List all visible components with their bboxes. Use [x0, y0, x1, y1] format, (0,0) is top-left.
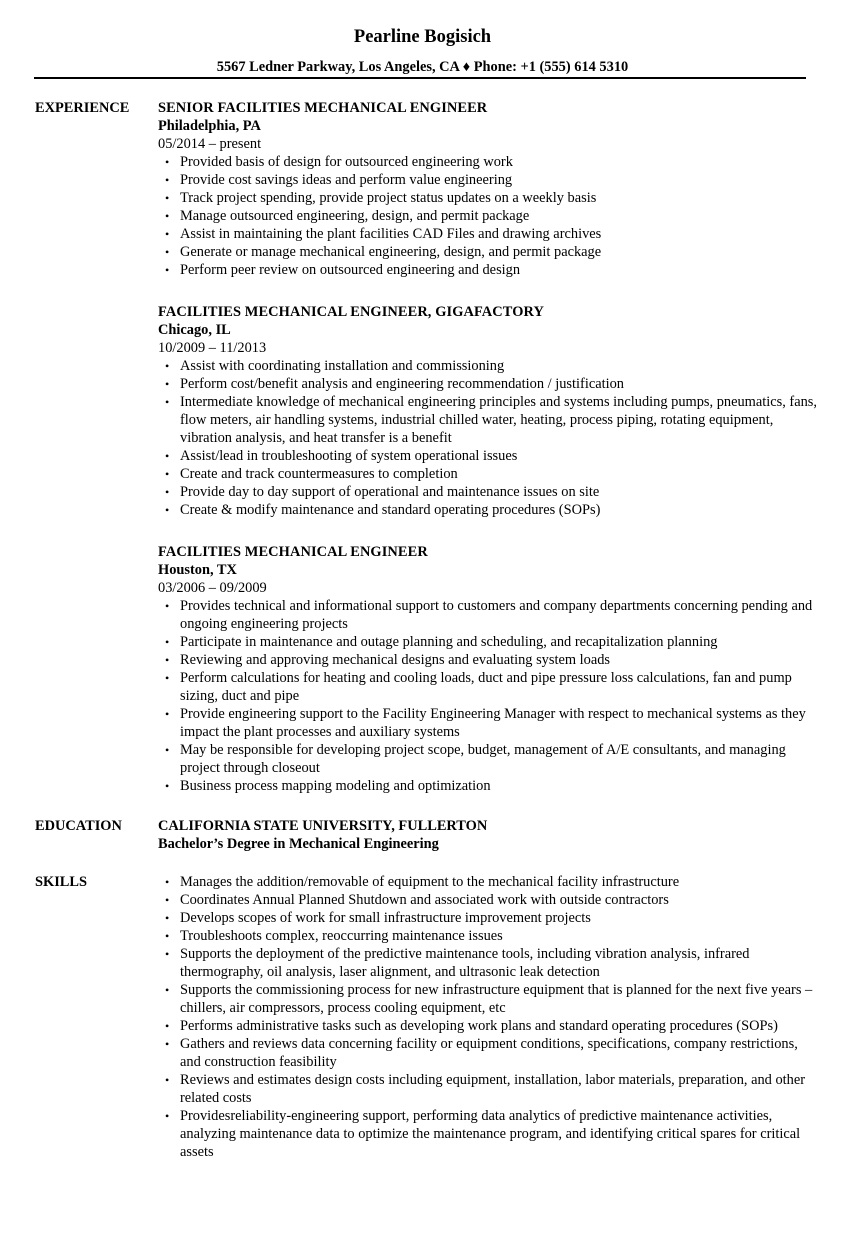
bullet-icon: • — [165, 1037, 170, 1051]
job-bullet-item — [158, 261, 818, 279]
bullet-text: Perform cost/benefit analysis and engineering recommendation / justification — [180, 376, 624, 392]
bullet-icon: • — [165, 485, 170, 499]
job-bullet-item — [158, 207, 818, 225]
bullet-text: Track project spending, provide project status updates on a weekly basis — [180, 190, 597, 206]
job-bullet-item — [158, 669, 818, 705]
skill-item — [158, 909, 818, 927]
bullet-icon: • — [165, 599, 170, 613]
job-bullet-item — [158, 741, 818, 777]
bullet-icon: • — [165, 173, 170, 187]
bullet-text: Provide engineering support to the Facility Engineering Manager with respect to mechanical systems as they impact the plant processes and auxiliary systems — [180, 706, 806, 740]
job-bullet-item — [158, 705, 818, 741]
skill-item — [158, 945, 818, 981]
job-dates: 03/2006 – 09/2009 — [158, 580, 267, 596]
bullet-text: Perform peer review on outsourced engineering and design — [180, 262, 521, 278]
bullet-icon: • — [165, 635, 170, 649]
skill-item — [158, 891, 818, 909]
job-bullet-item — [158, 465, 818, 483]
bullet-icon: • — [165, 911, 170, 925]
bullet-icon: • — [165, 395, 170, 409]
skill-text: Providesreliability-engineering support, performing data analytics of predictive maintenance activities, analyzing maintenance data to optimize the maintenance program, and identifying critical spares for critical assets — [180, 1108, 801, 1160]
bullet-text: Generate or manage mechanical engineering, design, and permit package — [180, 244, 602, 260]
job-location: Philadelphia, PA — [158, 118, 261, 134]
skill-text: Manages the addition/removable of equipment to the mechanical facility infrastructure — [180, 874, 680, 890]
job-bullet-item — [158, 393, 818, 447]
bullet-icon: • — [165, 743, 170, 757]
bullet-icon: • — [165, 983, 170, 997]
bullet-icon: • — [165, 947, 170, 961]
bullet-text: Provide day to day support of operational and maintenance issues on site — [180, 484, 600, 500]
skill-text: Gathers and reviews data concerning facility or equipment conditions, specifications, company restrictions, and construction feasibility — [180, 1036, 798, 1070]
bullet-text: Business process mapping modeling and optimization — [180, 778, 491, 794]
job-bullets — [158, 597, 818, 795]
skill-item — [158, 1035, 818, 1071]
bullet-icon: • — [165, 209, 170, 223]
job-bullet-item — [158, 501, 818, 519]
bullet-text: Manage outsourced engineering, design, and permit package — [180, 208, 530, 224]
skill-text: Troubleshoots complex, reoccurring maintenance issues — [180, 928, 503, 944]
skill-item — [158, 1107, 818, 1161]
skill-text: Supports the commissioning process for new infrastructure equipment that is planned for the next five years – chillers, air compressors, process cooling equipment, etc — [180, 982, 813, 1016]
job-entry — [158, 303, 818, 519]
skill-text: Reviews and estimates design costs including equipment, installation, labor materials, preparation, and other related costs — [180, 1072, 806, 1106]
job-bullet-item — [158, 447, 818, 465]
bullet-icon: • — [165, 779, 170, 793]
skills-list — [158, 873, 818, 1161]
experience-list — [158, 99, 818, 819]
job-bullet-item — [158, 357, 818, 375]
bullet-icon: • — [165, 449, 170, 463]
bullet-icon: • — [165, 191, 170, 205]
section-label-experience: EXPERIENCE — [35, 100, 130, 116]
job-location: Chicago, IL — [158, 322, 231, 338]
bullet-text: Create and track countermeasures to completion — [180, 466, 458, 482]
job-bullet-item — [158, 375, 818, 393]
skill-item — [158, 1017, 818, 1035]
job-bullet-item — [158, 189, 818, 207]
bullet-icon: • — [165, 467, 170, 481]
skill-text: Performs administrative tasks such as developing work plans and standard operating procedures (SOPs) — [180, 1018, 778, 1034]
bullet-text: Assist with coordinating installation and commissioning — [180, 358, 505, 374]
bullet-icon: • — [165, 653, 170, 667]
job-entry — [158, 543, 818, 795]
bullet-icon: • — [165, 1073, 170, 1087]
bullet-text: Perform calculations for heating and cooling loads, duct and pipe pressure loss calculations, fan and pump sizing, duct and pipe — [180, 670, 792, 704]
skill-text: Supports the deployment of the predictive maintenance tools, including vibration analysis, infrared thermography, oil analysis, laser alignment, and ultrasonic leak detection — [180, 946, 750, 980]
header-divider — [34, 77, 806, 79]
skills-list-container — [158, 873, 818, 1161]
bullet-icon: • — [165, 1109, 170, 1123]
bullet-icon: • — [165, 893, 170, 907]
education-entry — [158, 817, 818, 853]
skill-item — [158, 927, 818, 945]
bullet-text: May be responsible for developing project scope, budget, management of A/E consultants, and managing project through closeout — [180, 742, 786, 776]
bullet-icon: • — [165, 1019, 170, 1033]
bullet-icon: • — [165, 263, 170, 277]
job-bullets — [158, 357, 818, 519]
job-bullets — [158, 153, 818, 279]
job-title: FACILITIES MECHANICAL ENGINEER, GIGAFACTORY — [158, 304, 545, 320]
skill-item — [158, 873, 818, 891]
job-entry — [158, 99, 818, 279]
job-dates: 10/2009 – 11/2013 — [158, 340, 267, 356]
job-bullet-item — [158, 597, 818, 633]
bullet-text: Participate in maintenance and outage planning and scheduling, and recapitalization planning — [180, 634, 718, 650]
degree: Bachelor’s Degree in Mechanical Engineering — [158, 836, 439, 852]
job-bullet-item — [158, 243, 818, 261]
job-location: Houston, TX — [158, 562, 237, 578]
bullet-text: Provides technical and informational support to customers and company departments concerning pending and ongoing engineering projects — [180, 598, 813, 632]
diamond-separator-icon: ♦ — [462, 59, 471, 75]
bullet-icon: • — [165, 227, 170, 241]
skill-item — [158, 1071, 818, 1107]
job-bullet-item — [158, 633, 818, 651]
job-title: SENIOR FACILITIES MECHANICAL ENGINEER — [158, 100, 488, 116]
skill-text: Coordinates Annual Planned Shutdown and associated work with outside contractors — [180, 892, 669, 908]
bullet-text: Intermediate knowledge of mechanical engineering principles and systems including pumps, pneumatics, fans, flow meters, air handling systems, industrial chilled water, heating, process piping, rotating equipment, vibration analysis, and heat transfer is a benefit — [180, 394, 818, 446]
job-bullet-item — [158, 483, 818, 501]
bullet-icon: • — [165, 875, 170, 889]
bullet-icon: • — [165, 359, 170, 373]
bullet-icon: • — [165, 707, 170, 721]
bullet-text: Provided basis of design for outsourced engineering work — [180, 154, 513, 170]
section-label-skills: SKILLS — [35, 874, 87, 890]
bullet-icon: • — [165, 245, 170, 259]
job-dates: 05/2014 – present — [158, 136, 262, 152]
job-bullet-item — [158, 225, 818, 243]
section-label-education: EDUCATION — [35, 818, 122, 834]
school-name: CALIFORNIA STATE UNIVERSITY, FULLERTON — [158, 818, 488, 834]
job-bullet-item — [158, 171, 818, 189]
candidate-name: Pearline Bogisich — [353, 27, 492, 47]
bullet-icon: • — [165, 155, 170, 169]
address: 5567 Ledner Parkway, Los Angeles, CA — [216, 59, 460, 75]
job-bullet-item — [158, 153, 818, 171]
bullet-icon: • — [165, 503, 170, 517]
job-bullet-item — [158, 651, 818, 669]
bullet-icon: • — [165, 377, 170, 391]
skill-text: Develops scopes of work for small infrastructure improvement projects — [180, 910, 591, 926]
job-bullet-item — [158, 777, 818, 795]
bullet-text: Create & modify maintenance and standard operating procedures (SOPs) — [180, 502, 601, 518]
bullet-text: Reviewing and approving mechanical designs and evaluating system loads — [180, 652, 611, 668]
skill-item — [158, 981, 818, 1017]
bullet-text: Provide cost savings ideas and perform value engineering — [180, 172, 513, 188]
phone: Phone: +1 (555) 614 5310 — [473, 59, 629, 75]
job-title: FACILITIES MECHANICAL ENGINEER — [158, 544, 428, 560]
contact-line — [0, 58, 845, 76]
bullet-text: Assist in maintaining the plant facilities CAD Files and drawing archives — [180, 226, 602, 242]
bullet-icon: • — [165, 929, 170, 943]
bullet-text: Assist/lead in troubleshooting of system operational issues — [180, 448, 518, 464]
bullet-icon: • — [165, 671, 170, 685]
